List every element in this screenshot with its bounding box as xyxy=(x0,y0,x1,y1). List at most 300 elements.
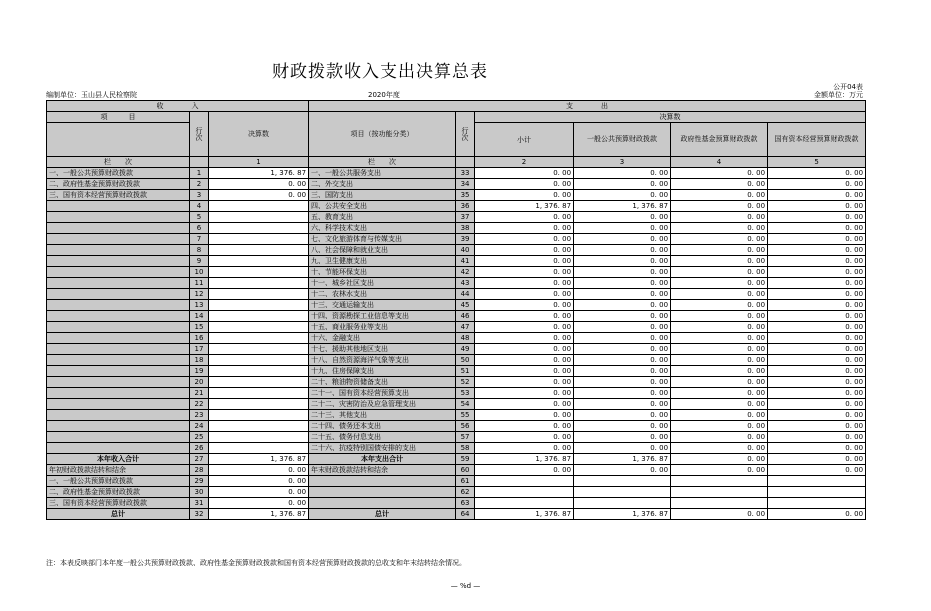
income-item xyxy=(47,333,190,344)
general-budget-value: 0. 00 xyxy=(574,245,671,256)
table-row xyxy=(47,223,866,234)
table-row xyxy=(47,454,866,465)
general-budget-header: 一般公共预算财政拨款 xyxy=(574,123,671,157)
income-item xyxy=(47,388,190,399)
general-budget-value: 0. 00 xyxy=(574,300,671,311)
expense-item: 十六、金融支出 xyxy=(309,333,456,344)
general-budget-value: 1, 376. 87 xyxy=(574,201,671,212)
income-line-no: 10 xyxy=(190,267,209,278)
expense-item xyxy=(309,476,456,487)
table-row xyxy=(47,311,866,322)
general-budget-value: 0. 00 xyxy=(574,333,671,344)
expense-line-no: 47 xyxy=(456,322,475,333)
fund-budget-value: 0. 00 xyxy=(671,443,768,454)
subtotal-value: 0. 00 xyxy=(475,256,574,267)
table-row xyxy=(47,289,866,300)
table-row xyxy=(47,322,866,333)
expense-line-no: 40 xyxy=(456,245,475,256)
expense-line-no: 34 xyxy=(456,179,475,190)
general-budget-value: 0. 00 xyxy=(574,234,671,245)
expense-item: 六、科学技术支出 xyxy=(309,223,456,234)
table-row xyxy=(47,201,866,212)
table-row xyxy=(47,476,866,487)
expense-item xyxy=(309,487,456,498)
income-line-no: 4 xyxy=(190,201,209,212)
general-budget-value: 1, 376. 87 xyxy=(574,509,671,520)
expense-line-no: 52 xyxy=(456,377,475,388)
income-item xyxy=(47,432,190,443)
expense-item: 四、公共安全支出 xyxy=(309,201,456,212)
income-amount xyxy=(209,399,309,410)
fund-budget-value: 0. 00 xyxy=(671,278,768,289)
expense-line-no: 53 xyxy=(456,388,475,399)
income-line-no: 25 xyxy=(190,432,209,443)
expense-item: 二十六、抗疫特别国债安排的支出 xyxy=(309,443,456,454)
expense-line-no: 41 xyxy=(456,256,475,267)
general-budget-value: 0. 00 xyxy=(574,278,671,289)
general-budget-value: 1, 376. 87 xyxy=(574,454,671,465)
column-label: 栏 次 xyxy=(47,157,190,168)
expense-line-no: 61 xyxy=(456,476,475,487)
general-budget-value: 0. 00 xyxy=(574,256,671,267)
fund-budget-value xyxy=(671,498,768,509)
income-line-no: 24 xyxy=(190,421,209,432)
subtotal-value: 0. 00 xyxy=(475,300,574,311)
table-row xyxy=(47,355,866,366)
budget-table xyxy=(46,100,866,520)
fund-budget-value: 0. 00 xyxy=(671,366,768,377)
expense-item: 总计 xyxy=(309,509,456,520)
fund-budget-value: 0. 00 xyxy=(671,377,768,388)
exp-line-no-header: 行次 xyxy=(456,112,475,157)
income-item xyxy=(47,278,190,289)
fund-budget-value: 0. 00 xyxy=(671,212,768,223)
income-amount xyxy=(209,355,309,366)
capital-budget-value: 0. 00 xyxy=(768,388,866,399)
income-amount xyxy=(209,256,309,267)
income-line-no: 19 xyxy=(190,366,209,377)
capital-budget-value: 0. 00 xyxy=(768,399,866,410)
subtotal-value: 0. 00 xyxy=(475,179,574,190)
table-row xyxy=(47,410,866,421)
subtotal-value: 0. 00 xyxy=(475,212,574,223)
income-line-no: 16 xyxy=(190,333,209,344)
subtotal-value: 0. 00 xyxy=(475,366,574,377)
table-row xyxy=(47,399,866,410)
table-row xyxy=(47,465,866,476)
fund-budget-value: 0. 00 xyxy=(671,311,768,322)
income-line-no: 5 xyxy=(190,212,209,223)
subtotal-value: 0. 00 xyxy=(475,410,574,421)
capital-budget-value: 0. 00 xyxy=(768,300,866,311)
fund-budget-value: 0. 00 xyxy=(671,267,768,278)
income-amount xyxy=(209,311,309,322)
column-label-exp: 栏 次 xyxy=(309,157,456,168)
page-number: — %d — xyxy=(450,582,481,590)
subtotal-value: 1, 376. 87 xyxy=(475,509,574,520)
capital-budget-value: 0. 00 xyxy=(768,410,866,421)
income-item xyxy=(47,344,190,355)
capital-budget-header: 国有资本经营预算财政拨款 xyxy=(768,123,866,157)
income-item xyxy=(47,212,190,223)
income-line-no: 7 xyxy=(190,234,209,245)
capital-budget-value: 0. 00 xyxy=(768,509,866,520)
capital-budget-value xyxy=(768,498,866,509)
general-budget-value: 0. 00 xyxy=(574,190,671,201)
income-line-no: 32 xyxy=(190,509,209,520)
subtotal-value: 0. 00 xyxy=(475,168,574,179)
general-budget-value: 0. 00 xyxy=(574,388,671,399)
income-item: 二、政府性基金预算财政拨款 xyxy=(47,179,190,190)
capital-budget-value: 0. 00 xyxy=(768,278,866,289)
expense-item: 二十二、灾害防治及应急管理支出 xyxy=(309,399,456,410)
income-item xyxy=(47,289,190,300)
expense-item: 九、卫生健康支出 xyxy=(309,256,456,267)
income-line-no: 30 xyxy=(190,487,209,498)
income-amount xyxy=(209,388,309,399)
expense-item: 本年支出合计 xyxy=(309,454,456,465)
expense-line-no: 59 xyxy=(456,454,475,465)
income-amount xyxy=(209,344,309,355)
subtotal-value: 0. 00 xyxy=(475,432,574,443)
fund-budget-value: 0. 00 xyxy=(671,421,768,432)
expense-line-no: 39 xyxy=(456,234,475,245)
income-line-no: 12 xyxy=(190,289,209,300)
income-amount: 1, 376. 87 xyxy=(209,168,309,179)
subtotal-value xyxy=(475,487,574,498)
expense-line-no: 49 xyxy=(456,344,475,355)
income-amount xyxy=(209,245,309,256)
income-line-no: 17 xyxy=(190,344,209,355)
table-row xyxy=(47,509,866,520)
fund-budget-value: 0. 00 xyxy=(671,410,768,421)
report-title: 财政拨款收入支出决算总表 xyxy=(272,62,488,82)
item-header: 项 目 xyxy=(47,112,190,123)
expense-line-no: 43 xyxy=(456,278,475,289)
col-4: 4 xyxy=(671,157,768,168)
income-amount xyxy=(209,333,309,344)
table-row xyxy=(47,366,866,377)
expense-line-no: 54 xyxy=(456,399,475,410)
capital-budget-value: 0. 00 xyxy=(768,377,866,388)
expense-line-no: 56 xyxy=(456,421,475,432)
general-budget-value: 0. 00 xyxy=(574,212,671,223)
table-row xyxy=(47,212,866,223)
subtotal-value: 0. 00 xyxy=(475,355,574,366)
subtotal-value: 0. 00 xyxy=(475,245,574,256)
column-label-exp-blank xyxy=(456,157,475,168)
income-amount xyxy=(209,377,309,388)
capital-budget-value: 0. 00 xyxy=(768,333,866,344)
income-amount xyxy=(209,234,309,245)
table-row xyxy=(47,498,866,509)
table-row xyxy=(47,421,866,432)
capital-budget-value: 0. 00 xyxy=(768,267,866,278)
income-amount: 1, 376. 87 xyxy=(209,454,309,465)
general-budget-value: 0. 00 xyxy=(574,366,671,377)
expense-line-no: 37 xyxy=(456,212,475,223)
item-header-blank xyxy=(47,123,190,157)
expense-line-no: 38 xyxy=(456,223,475,234)
income-header: 收 入 xyxy=(47,101,309,112)
income-line-no: 21 xyxy=(190,388,209,399)
capital-budget-value xyxy=(768,476,866,487)
fund-budget-value: 0. 00 xyxy=(671,509,768,520)
subtotal-header: 小计 xyxy=(475,123,574,157)
table-row xyxy=(47,256,866,267)
general-budget-value: 0. 00 xyxy=(574,168,671,179)
amount-header: 决算数 xyxy=(209,112,309,157)
subtotal-value: 0. 00 xyxy=(475,311,574,322)
subtotal-value: 0. 00 xyxy=(475,344,574,355)
expense-item: 十四、资源勘探工业信息等支出 xyxy=(309,311,456,322)
fund-budget-value: 0. 00 xyxy=(671,245,768,256)
expense-item: 十、节能环保支出 xyxy=(309,267,456,278)
column-label-blank xyxy=(190,157,209,168)
fund-budget-value: 0. 00 xyxy=(671,344,768,355)
subtotal-value: 0. 00 xyxy=(475,278,574,289)
subtotal-value: 0. 00 xyxy=(475,333,574,344)
income-item: 一、一般公共预算财政拨款 xyxy=(47,476,190,487)
subtotal-value xyxy=(475,476,574,487)
expense-item: 十三、交通运输支出 xyxy=(309,300,456,311)
fund-budget-value: 0. 00 xyxy=(671,454,768,465)
capital-budget-value: 0. 00 xyxy=(768,190,866,201)
income-line-no: 14 xyxy=(190,311,209,322)
table-row xyxy=(47,487,866,498)
general-budget-value: 0. 00 xyxy=(574,399,671,410)
table-row xyxy=(47,333,866,344)
income-item xyxy=(47,256,190,267)
income-item xyxy=(47,399,190,410)
capital-budget-value: 0. 00 xyxy=(768,432,866,443)
table-row xyxy=(47,245,866,256)
expense-line-no: 50 xyxy=(456,355,475,366)
general-budget-value: 0. 00 xyxy=(574,179,671,190)
income-item xyxy=(47,322,190,333)
capital-budget-value: 0. 00 xyxy=(768,212,866,223)
line-no-header: 行次 xyxy=(190,112,209,157)
subtotal-value: 0. 00 xyxy=(475,465,574,476)
income-line-no: 23 xyxy=(190,410,209,421)
income-line-no: 13 xyxy=(190,300,209,311)
subtotal-value: 0. 00 xyxy=(475,399,574,410)
expense-header: 支 出 xyxy=(309,101,866,112)
general-budget-value: 0. 00 xyxy=(574,410,671,421)
income-amount: 0. 00 xyxy=(209,476,309,487)
general-budget-value: 0. 00 xyxy=(574,421,671,432)
fund-budget-value: 0. 00 xyxy=(671,168,768,179)
table-row xyxy=(47,432,866,443)
income-amount xyxy=(209,267,309,278)
capital-budget-value: 0. 00 xyxy=(768,322,866,333)
expense-item: 十二、农林水支出 xyxy=(309,289,456,300)
income-amount xyxy=(209,443,309,454)
expense-line-no: 60 xyxy=(456,465,475,476)
income-amount: 0. 00 xyxy=(209,498,309,509)
general-budget-value: 0. 00 xyxy=(574,432,671,443)
general-budget-value: 0. 00 xyxy=(574,322,671,333)
income-item: 三、国有资本经营预算财政拨款 xyxy=(47,498,190,509)
expense-item: 三、国防支出 xyxy=(309,190,456,201)
compiling-unit: 编制单位：玉山县人民检察院 xyxy=(46,91,137,99)
income-item xyxy=(47,355,190,366)
capital-budget-value: 0. 00 xyxy=(768,465,866,476)
fund-budget-value: 0. 00 xyxy=(671,355,768,366)
income-line-no: 27 xyxy=(190,454,209,465)
expense-line-no: 55 xyxy=(456,410,475,421)
fund-budget-value: 0. 00 xyxy=(671,201,768,212)
income-amount xyxy=(209,366,309,377)
income-item: 年初财政拨款结转和结余 xyxy=(47,465,190,476)
income-line-no: 22 xyxy=(190,399,209,410)
general-budget-value: 0. 00 xyxy=(574,443,671,454)
income-item: 一、一般公共预算财政拨款 xyxy=(47,168,190,179)
table-row xyxy=(47,234,866,245)
expense-line-no: 64 xyxy=(456,509,475,520)
expense-line-no: 46 xyxy=(456,311,475,322)
income-item xyxy=(47,223,190,234)
income-line-no: 15 xyxy=(190,322,209,333)
expense-line-no: 51 xyxy=(456,366,475,377)
expense-item: 二十四、债务还本支出 xyxy=(309,421,456,432)
fund-budget-value: 0. 00 xyxy=(671,322,768,333)
capital-budget-value: 0. 00 xyxy=(768,234,866,245)
exp-item-header: 项目（按功能分类） xyxy=(309,112,456,157)
fund-budget-value xyxy=(671,487,768,498)
income-item xyxy=(47,201,190,212)
capital-budget-value: 0. 00 xyxy=(768,223,866,234)
form-code: 公开04表 xyxy=(833,83,863,91)
expense-line-no: 35 xyxy=(456,190,475,201)
expense-item: 八、社会保障和就业支出 xyxy=(309,245,456,256)
fund-budget-value: 0. 00 xyxy=(671,190,768,201)
income-amount xyxy=(209,432,309,443)
subtotal-value: 0. 00 xyxy=(475,388,574,399)
income-item: 总计 xyxy=(47,509,190,520)
income-line-no: 1 xyxy=(190,168,209,179)
general-budget-value xyxy=(574,476,671,487)
general-budget-value xyxy=(574,487,671,498)
income-amount xyxy=(209,212,309,223)
subtotal-value: 0. 00 xyxy=(475,234,574,245)
col-1: 1 xyxy=(209,157,309,168)
table-row xyxy=(47,388,866,399)
income-line-no: 31 xyxy=(190,498,209,509)
capital-budget-value: 0. 00 xyxy=(768,366,866,377)
expense-line-no: 45 xyxy=(456,300,475,311)
capital-budget-value: 0. 00 xyxy=(768,344,866,355)
subtotal-value xyxy=(475,498,574,509)
income-amount xyxy=(209,421,309,432)
subtotal-value: 0. 00 xyxy=(475,443,574,454)
income-item xyxy=(47,300,190,311)
capital-budget-value: 0. 00 xyxy=(768,421,866,432)
income-item: 本年收入合计 xyxy=(47,454,190,465)
general-budget-value: 0. 00 xyxy=(574,289,671,300)
expense-item: 十八、自然资源海洋气象等支出 xyxy=(309,355,456,366)
expense-line-no: 57 xyxy=(456,432,475,443)
expense-line-no: 42 xyxy=(456,267,475,278)
income-amount: 0. 00 xyxy=(209,465,309,476)
income-amount xyxy=(209,289,309,300)
general-budget-value: 0. 00 xyxy=(574,344,671,355)
expense-item: 七、文化旅游体育与传媒支出 xyxy=(309,234,456,245)
capital-budget-value: 0. 00 xyxy=(768,245,866,256)
fund-budget-value: 0. 00 xyxy=(671,289,768,300)
expense-line-no: 36 xyxy=(456,201,475,212)
subtotal-value: 0. 00 xyxy=(475,190,574,201)
general-budget-value: 0. 00 xyxy=(574,267,671,278)
fund-budget-value xyxy=(671,476,768,487)
capital-budget-value: 0. 00 xyxy=(768,443,866,454)
income-line-no: 28 xyxy=(190,465,209,476)
expense-line-no: 63 xyxy=(456,498,475,509)
table-row xyxy=(47,190,866,201)
expense-line-no: 44 xyxy=(456,289,475,300)
income-amount xyxy=(209,278,309,289)
income-item xyxy=(47,311,190,322)
income-item xyxy=(47,421,190,432)
income-amount xyxy=(209,410,309,421)
fund-budget-value: 0. 00 xyxy=(671,300,768,311)
income-amount: 0. 00 xyxy=(209,487,309,498)
income-amount xyxy=(209,300,309,311)
expense-line-no: 33 xyxy=(456,168,475,179)
expense-item: 二十五、债务付息支出 xyxy=(309,432,456,443)
table-row xyxy=(47,377,866,388)
capital-budget-value: 0. 00 xyxy=(768,289,866,300)
subtotal-value: 0. 00 xyxy=(475,322,574,333)
expense-item: 二十三、其他支出 xyxy=(309,410,456,421)
expense-line-no: 48 xyxy=(456,333,475,344)
income-item: 三、国有资本经营预算财政拨款 xyxy=(47,190,190,201)
col-3: 3 xyxy=(574,157,671,168)
income-item xyxy=(47,410,190,421)
footnote: 注：本表反映部门本年度一般公共预算财政拨款、政府性基金预算财政拨款和国有资本经营预算财政拨款的总收支和年末结转结余情况。 xyxy=(46,559,466,567)
income-line-no: 3 xyxy=(190,190,209,201)
fund-budget-value: 0. 00 xyxy=(671,432,768,443)
fund-budget-value: 0. 00 xyxy=(671,234,768,245)
income-line-no: 29 xyxy=(190,476,209,487)
fund-budget-value: 0. 00 xyxy=(671,465,768,476)
subtotal-value: 0. 00 xyxy=(475,223,574,234)
capital-budget-value: 0. 00 xyxy=(768,168,866,179)
subtotal-value: 0. 00 xyxy=(475,289,574,300)
capital-budget-value: 0. 00 xyxy=(768,355,866,366)
income-item xyxy=(47,234,190,245)
income-line-no: 8 xyxy=(190,245,209,256)
income-line-no: 18 xyxy=(190,355,209,366)
income-amount xyxy=(209,322,309,333)
subtotal-value: 0. 00 xyxy=(475,421,574,432)
general-budget-value xyxy=(574,498,671,509)
subtotal-value: 0. 00 xyxy=(475,377,574,388)
fund-budget-value: 0. 00 xyxy=(671,399,768,410)
subtotal-value: 0. 00 xyxy=(475,267,574,278)
table-row xyxy=(47,443,866,454)
income-amount xyxy=(209,223,309,234)
income-amount: 0. 00 xyxy=(209,190,309,201)
income-line-no: 20 xyxy=(190,377,209,388)
income-amount: 0. 00 xyxy=(209,179,309,190)
capital-budget-value: 0. 00 xyxy=(768,201,866,212)
table-row xyxy=(47,179,866,190)
expense-item: 二、外交支出 xyxy=(309,179,456,190)
fund-budget-value: 0. 00 xyxy=(671,179,768,190)
capital-budget-value: 0. 00 xyxy=(768,179,866,190)
fiscal-year: 2020年度 xyxy=(368,91,400,99)
